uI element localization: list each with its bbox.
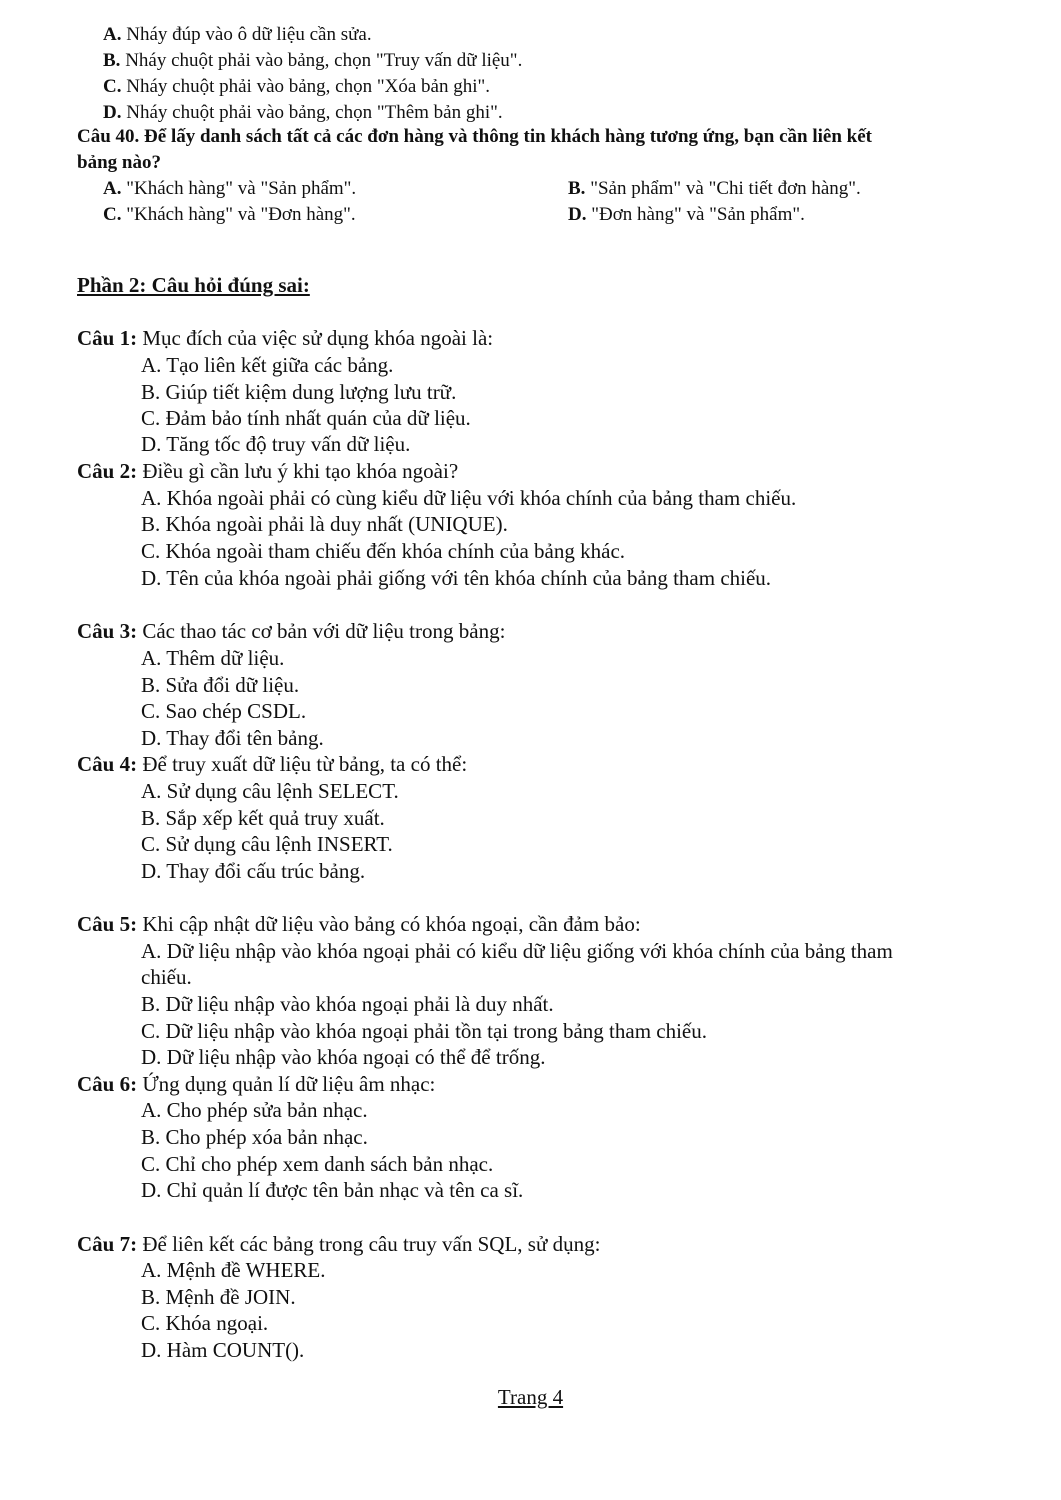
q40-prompt-line2: bảng nào?: [77, 152, 161, 173]
q1-option-d: D. Tăng tốc độ truy vấn dữ liệu.: [141, 432, 411, 456]
question-2: Câu 2: Điều gì cần lưu ý khi tạo khóa ngoài?: [77, 459, 459, 483]
q39-option-c: C. Nháy chuột phải vào bảng, chọn "Xóa bản ghi".: [103, 76, 490, 97]
q1-option-a: A. Tạo liên kết giữa các bảng.: [141, 353, 394, 377]
question-4: Câu 4: Để truy xuất dữ liệu từ bảng, ta có thể:: [77, 752, 468, 776]
q40-option-b: B. "Sản phẩm" và "Chi tiết đơn hàng".: [568, 178, 861, 199]
question-6: Câu 6: Ứng dụng quản lí dữ liệu âm nhạc:: [77, 1072, 436, 1096]
q40-option-a: A. "Khách hàng" và "Sản phẩm".: [103, 178, 357, 199]
q2-option-c: C. Khóa ngoài tham chiếu đến khóa chính của bảng khác.: [141, 539, 626, 563]
q5-option-a: A. Dữ liệu nhập vào khóa ngoại phải có kiểu dữ liệu giống với khóa chính của bảng tham: [141, 939, 893, 963]
q5-option-d: D. Dữ liệu nhập vào khóa ngoại có thể để trống.: [141, 1045, 546, 1069]
q1-option-b: B. Giúp tiết kiệm dung lượng lưu trữ.: [141, 380, 457, 404]
q1-option-c: C. Đảm bảo tính nhất quán của dữ liệu.: [141, 406, 471, 430]
question-5: Câu 5: Khi cập nhật dữ liệu vào bảng có khóa ngoại, cần đảm bảo:: [77, 912, 641, 936]
q39-option-d: D. Nháy chuột phải vào bảng, chọn "Thêm bản ghi".: [103, 102, 503, 123]
q3-option-d: D. Thay đổi tên bảng.: [141, 726, 324, 750]
q40-prompt-line1: Câu 40. Để lấy danh sách tất cả các đơn hàng và thông tin khách hàng tương ứng, bạn cần liên kết: [77, 126, 873, 147]
q7-option-c: C. Khóa ngoại.: [141, 1311, 269, 1335]
q7-option-a: A. Mệnh đề WHERE.: [141, 1258, 326, 1282]
q40-option-d: D. "Đơn hàng" và "Sản phẩm".: [568, 204, 805, 225]
q4-option-a: A. Sử dụng câu lệnh SELECT.: [141, 779, 399, 803]
q39-option-a: A. Nháy đúp vào ô dữ liệu cần sửa.: [103, 24, 372, 45]
q3-option-c: C. Sao chép CSDL.: [141, 699, 307, 723]
question-7: Câu 7: Để liên kết các bảng trong câu truy vấn SQL, sử dụng:: [77, 1232, 601, 1256]
q39-option-b: B. Nháy chuột phải vào bảng, chọn "Truy vấn dữ liệu".: [103, 50, 523, 71]
page-number: Trang 4: [497, 1385, 564, 1409]
q4-option-b: B. Sắp xếp kết quả truy xuất.: [141, 806, 385, 830]
q5-option-a-cont: chiếu.: [141, 965, 192, 989]
q4-option-c: C. Sử dụng câu lệnh INSERT.: [141, 832, 393, 856]
q7-option-d: D. Hàm COUNT().: [141, 1338, 305, 1362]
q2-option-b: B. Khóa ngoài phải là duy nhất (UNIQUE).: [141, 512, 508, 536]
q6-option-b: B. Cho phép xóa bản nhạc.: [141, 1125, 368, 1149]
q2-option-a: A. Khóa ngoài phải có cùng kiểu dữ liệu với khóa chính của bảng tham chiếu.: [141, 486, 797, 510]
q6-option-c: C. Chỉ cho phép xem danh sách bản nhạc.: [141, 1152, 494, 1176]
q2-option-d: D. Tên của khóa ngoài phải giống với tên khóa chính của bảng tham chiếu.: [141, 566, 772, 590]
q5-option-c: C. Dữ liệu nhập vào khóa ngoại phải tồn tại trong bảng tham chiếu.: [141, 1019, 708, 1043]
q3-option-b: B. Sửa đổi dữ liệu.: [141, 673, 300, 697]
section-2-title: Phần 2: Câu hỏi đúng sai:: [77, 273, 310, 297]
q3-option-a: A. Thêm dữ liệu.: [141, 646, 285, 670]
q40-option-c: C. "Khách hàng" và "Đơn hàng".: [103, 204, 356, 225]
page-footer: [0, 1385, 1061, 1410]
q7-option-b: B. Mệnh đề JOIN.: [141, 1285, 296, 1309]
question-1: Câu 1: Mục đích của việc sử dụng khóa ngoài là:: [77, 326, 494, 350]
q4-option-d: D. Thay đổi cấu trúc bảng.: [141, 859, 366, 883]
q6-option-d: D. Chỉ quản lí được tên bản nhạc và tên ca sĩ.: [141, 1178, 524, 1202]
q5-option-b: B. Dữ liệu nhập vào khóa ngoại phải là duy nhất.: [141, 992, 554, 1016]
q6-option-a: A. Cho phép sửa bản nhạc.: [141, 1098, 368, 1122]
question-3: Câu 3: Các thao tác cơ bản với dữ liệu trong bảng:: [77, 619, 506, 643]
